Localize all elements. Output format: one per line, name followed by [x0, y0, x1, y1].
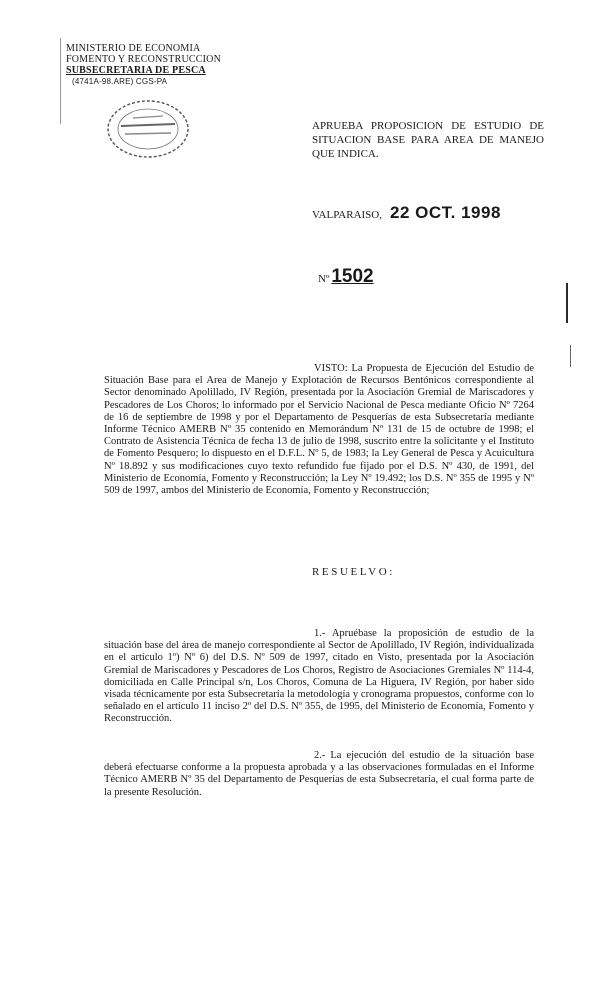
resuelvo-heading: RESUELVO: [312, 566, 395, 578]
file-reference: (4741A-98.ARE) CGS-PA [72, 77, 168, 86]
office-stamp-icon [103, 96, 193, 162]
visto-paragraph: VISTO: La Propuesta de Ejecución del Estudio de Situación Base para el Area de Manejo y Explotación de Recursos Bentónicos correspondiente al Sector denominado Apolillado, IV Región, presentada por la Asociación Gremial de Mariscadores y Pescadores de Los Choros; lo informado por el Servicio Nacional de Pesca mediante Oficio Nº 7264 de 16 de septiembre de 1998 y por el Departamento de Pesquerías de esta Subsecretaría mediante Informe Técnico AMERB Nº 35 contenido en Memorándum Nº 131 de 15 de octubre de 1998; el Contrato de Asistencia Técnica de fecha 13 de julio de 1998, suscrito entre la solicitante y el Instituto de Fomento Pesquero; lo dispuesto en el D.F.L. Nº 5, de 1983; la Ley General de Pesca y Acuicultura Nº 18.892 y sus modificaciones cuyo texto refundido fue fijado por el D.S. Nº 430, de 1991, del Ministerio de Economía, Fomento y Reconstrucción; la Ley Nº 19.492; los D.S. Nº 355 de 1995 y Nº 509 de 1997, ambos del Ministerio de Economía, Fomento y Reconstrucción; [104, 363, 534, 497]
place-date [312, 203, 501, 223]
place-name: VALPARAISO, [312, 209, 382, 221]
subsecretaria-line: SUBSECRETARIA DE PESCA [66, 65, 206, 76]
margin-mark [570, 345, 571, 367]
resolution-number [318, 266, 374, 288]
margin-mark [566, 283, 568, 323]
scan-artifact [60, 38, 61, 124]
number-value: 1502 [331, 266, 374, 287]
item-2-paragraph: 2.- La ejecución del estudio de la situación base deberá efectuarse conforme a la propuesta aprobada y a las observaciones formuladas en el Informe Técnico AMERB Nº 35 del Departamento de Pesquerías de esta Subsecretaría, el cual forma parte de la presente Resolución. [104, 750, 534, 798]
item-1-paragraph: 1.- Apruébase la proposición de estudio de la situación base del área de manejo correspondiente al Sector de Apolillado, IV Región, individualizada en el artículo 1º) Nº 6) del D.S. Nº 509 de 1997, citado en Visto, presentada por la Asociación Gremial de Mariscadores y Pescadores de Los Choros, Registro de Asociaciones Gremiales Nº 114-4, domiciliada en Calle Principal s/n, Los Choros, Comuna de La Higuera, IV Región, por haber sido visada técnicamente por esta Subsecretaría la metodología y cronograma propuestos, conforme con lo señalado en el artículo 11 inciso 2º del D.S. Nº 355, de 1995, del Ministerio de Economía, Fomento y Reconstrucción. [104, 628, 534, 725]
date-stamp: 22 OCT. 1998 [390, 203, 501, 222]
ministry-line: MINISTERIO DE ECONOMIA [66, 43, 201, 54]
ministry-subline: FOMENTO Y RECONSTRUCCION [66, 54, 222, 65]
letterhead [66, 43, 221, 87]
number-prefix: Nº [318, 273, 330, 285]
resolution-title: APRUEBA PROPOSICION DE ESTUDIO DE SITUACION BASE PARA AREA DE MANEJO QUE INDICA. [312, 120, 544, 160]
